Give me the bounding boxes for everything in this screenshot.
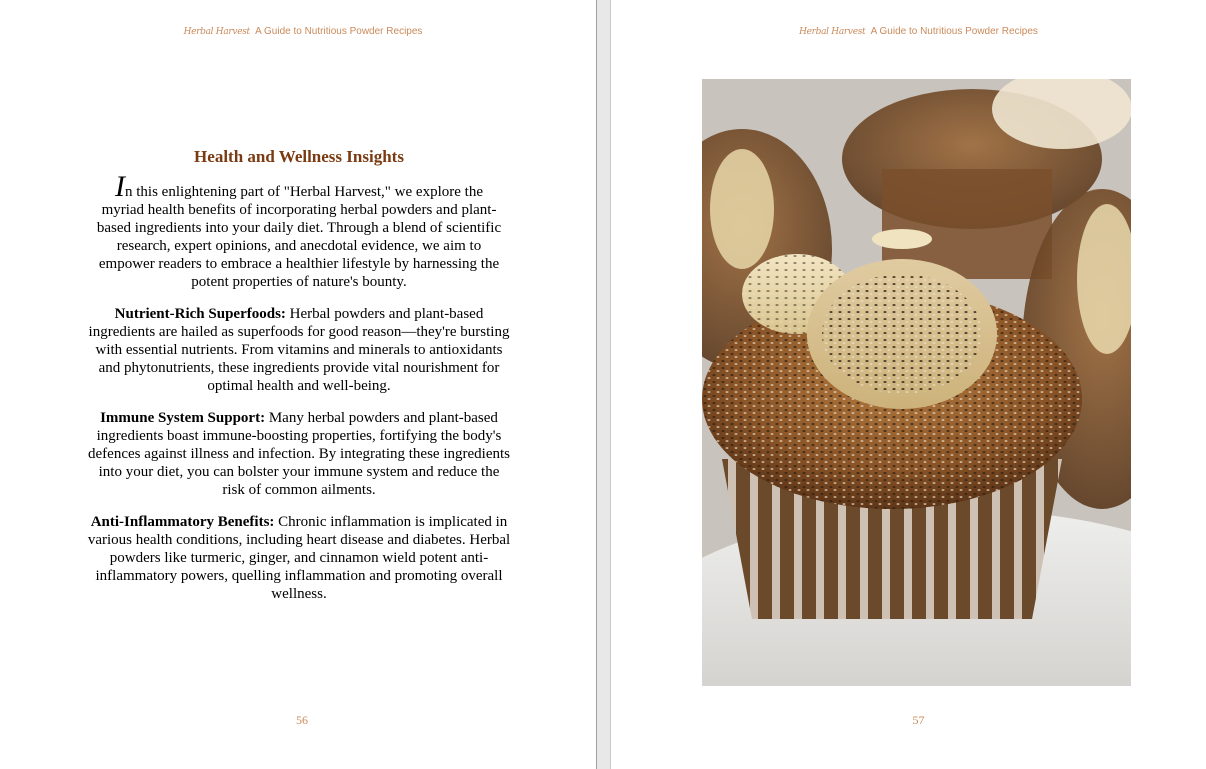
muffin-illustration [702,79,1131,686]
intro-paragraph [80,170,518,291]
header-title: A Guide to Nutritious Powder Recipes [870,26,1038,37]
paragraph-text: Herbal powders and plant-based ingredients are hailed as superfoods for good reason—they're bursting with essential nutrients. From vitamins and minerals to antioxidants and phytonutrients, these ingredients provide vital nourishment for optimal health and well-being. [88,306,510,394]
page-number-left: 56 [296,713,308,727]
intro-text: n this enlightening part of "Herbal Harvest," we explore the myriad health benefits of incorporating herbal powders and plant-based ingredients into your daily diet. Through a blend of scientific research, expert opinions, and anecdotal evidence, we aim to empower readers to embrace a healthier lifestyle by harnessing the potent properties of nature's bounty. [96,184,502,290]
paragraph-lead: Nutrient-Rich Superfoods: [114,306,286,322]
section-title: Health and Wellness Insights [194,147,404,166]
paragraph-text: Many herbal powders and plant-based ingredients boast immune-boosting properties, fortifying the body's defences against illness and infection. By integrating these ingredients into your diet, you can bolster your immune system and reduce the risk of common ailments. [88,410,510,498]
header-brand: Herbal Harvest [799,27,866,37]
paragraph-lead: Immune System Support: [100,410,266,426]
drop-cap: I [115,170,125,203]
header-brand: Herbal Harvest [183,27,250,37]
muffin-photo [702,79,1131,686]
paragraph-superfoods [80,305,518,395]
gutter-edge-left [596,0,597,769]
right-page [611,0,1206,769]
page-number-right: 57 [912,713,925,727]
header-title: A Guide to Nutritious Powder Recipes [255,26,423,37]
paragraph-anti-inflammatory [80,513,518,603]
page-gutter [596,0,611,769]
left-page [0,0,596,769]
paragraph-immune [80,409,518,499]
running-header-left [5,26,601,37]
page-content [80,146,518,617]
paragraph-lead: Anti-Inflammatory Benefits: [90,514,275,530]
paragraph-text: Chronic inflammation is implicated in various health conditions, including heart disease and diabetes. Herbal powders like turmeric, ginger, and cinnamon wield potent anti-inflammatory powers, quelling inflammation and promoting overall wellness. [87,514,511,602]
running-header-right [621,26,1206,37]
